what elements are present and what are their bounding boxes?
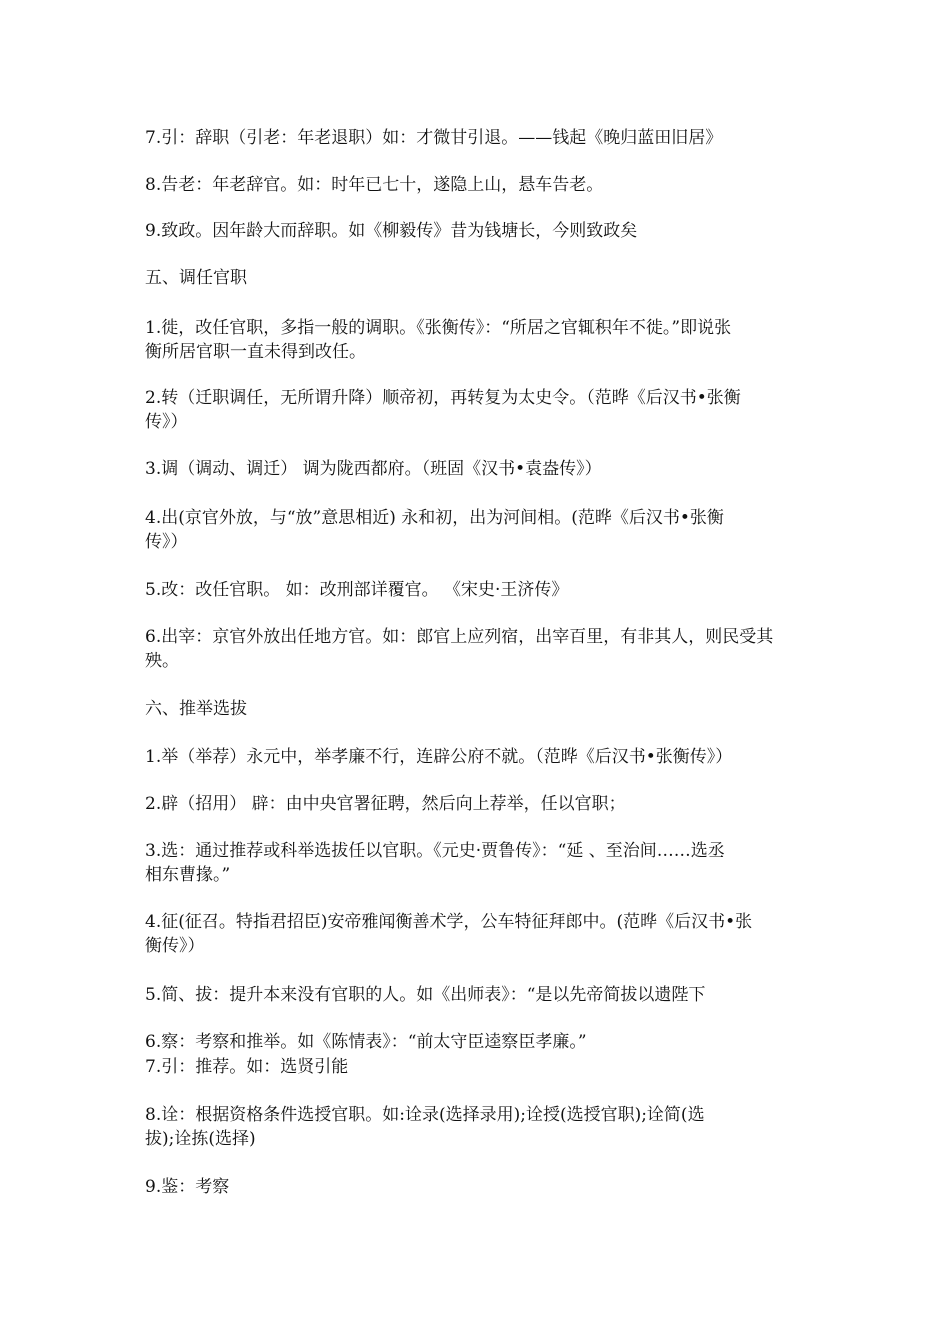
text-line-9: 3.调（调动、调迁） 调为陇西都府。（班固《汉书•袁盎传》） [145,459,602,479]
text-line-16: 1.举（举荐）永元中，举孝廉不行，连辟公府不就。（范晔《后汉书•张衡传》） [145,747,733,767]
text-line-13: 6.出宰：京官外放出任地方官。如：郎官上应列宿，出宰百里，有非其人，则民受其 [145,627,774,647]
text-line-2: 8.告老：年老辞官。如：时年已七十，遂隐上山，悬车告老。 [145,175,604,195]
text-line-20: 4.征(征召。特指君招臣)安帝雅闻衡善术学，公车特征拜郎中。(范晔《后汉书•张 [145,912,753,932]
text-line-8: 传》） [145,412,188,432]
section-heading-5: 五、调任官职 [145,268,247,288]
text-line-22: 5.简、拔：提升本来没有官职的人。如《出师表》：“是以先帝简拔以遗陛下 [145,985,706,1005]
text-line-11: 传》） [145,532,188,552]
text-line-24: 7.引：推荐。如：选贤引能 [145,1057,349,1077]
text-line-1: 7.引：辞职（引老：年老退职）如：才微甘引退。——钱起《晚归蓝田旧居》 [145,128,723,148]
text-line-23: 6.察：考察和推举。如《陈情表》：“前太守臣逵察臣孝廉。” [145,1032,587,1052]
text-line-25: 8.诠：根据资格条件选授官职。如:诠录(选择录用);诠授(选授官职);诠简(选 [145,1105,705,1125]
text-line-10: 4.出(京官外放，与“放”意思相近) 永和初，出为河间相。(范晔《后汉书•张衡 [145,508,724,528]
text-line-18: 3.选：通过推荐或科举选拔任以官职。《元史·贾鲁传》：“延 、至治间……选丞 [145,841,725,861]
text-line-3: 9.致政。因年龄大而辞职。如《柳毅传》昔为钱塘长，今则致政矣 [145,221,638,241]
text-line-6: 衡所居官职一直未得到改任。 [145,342,366,362]
text-line-27: 9.鉴：考察 [145,1177,230,1197]
text-line-7: 2.转（迁职调任，无所谓升降）顺帝初，再转复为太史令。（范晔《后汉书•张衡 [145,388,741,408]
text-line-21: 衡传》） [145,936,205,956]
section-heading-6: 六、推举选拔 [145,699,247,719]
text-line-17: 2.辟（招用） 辟：由中央官署征聘，然后向上荐举，任以官职； [145,794,626,814]
text-line-14: 殃。 [145,651,179,671]
text-line-12: 5.改：改任官职。 如：改刑部详覆官。 《宋史·王济传》 [145,580,569,600]
text-line-5: 1.徙，改任官职，多指一般的调职。《张衡传》：“所居之官辄积年不徙。”即说张 [145,318,732,338]
text-line-19: 相东曹掾。” [145,865,231,885]
text-line-26: 拔);诠拣(选择) [145,1129,256,1149]
